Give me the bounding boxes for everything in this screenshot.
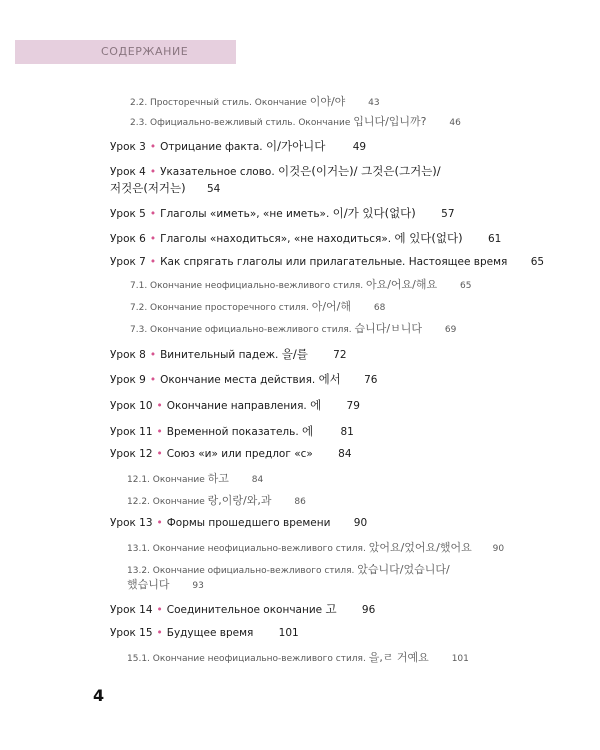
lesson-label: Урок 5 [110,208,146,220]
entry-text: Как спрягать глаголы или прилагательные. Настоящее время [160,256,508,268]
section-title: СОДЕРЖАНИЕ [101,45,189,58]
entry-text: Винительный падеж. [160,349,282,361]
toc-lesson-entry-continued[interactable] [110,180,220,196]
entry-text: 2.3. Официально-вежливый стиль. Окончание [130,118,354,128]
page-ref: 57 [441,208,455,220]
entry-text: 12.1. Окончание [127,475,208,485]
page-ref: 76 [364,374,378,386]
page-ref: 65 [460,281,472,291]
toc-subentry[interactable] [127,561,450,577]
bullet-icon: • [149,256,157,268]
bullet-icon: • [156,426,163,438]
entry-korean: 랑,이랑/와,과 [207,494,272,507]
bullet-icon: • [149,374,157,386]
toc-lesson-entry[interactable] [110,346,347,362]
toc-lesson-entry[interactable] [110,448,352,460]
page-ref: 68 [373,303,386,313]
bullet-icon: • [149,166,157,178]
entry-text: 7.1. Окончание неофициально-вежливого стиля. [130,281,366,291]
bullet-icon: • [156,604,163,616]
toc-lesson-entry[interactable] [110,163,441,179]
lesson-label: Урок 12 [110,448,153,460]
section-header [15,40,236,64]
entry-text: Окончание места действия. [160,374,319,386]
toc-lesson-entry[interactable] [110,517,367,529]
page-ref: 84 [251,475,264,485]
entry-text: Указательное слово. [160,166,279,178]
entry-korean: 저것은(저거는) [110,181,186,195]
lesson-label: Урок 9 [110,374,146,386]
entry-korean: 에 있다(없다) [394,231,463,245]
toc-lesson-entry[interactable] [110,627,299,639]
toc-lesson-entry[interactable] [110,601,375,617]
page-ref: 86 [294,497,306,507]
page-ref: 81 [340,426,354,438]
page-ref: 101 [278,627,299,639]
page-ref: 79 [346,400,360,412]
entry-text: 15.1. Окончание неофициально-вежливого стиля. [127,654,369,664]
entry-korean: 았습니다/었습니다/ [357,563,450,576]
page-number: 4 [93,686,105,705]
entry-text: Глаголы «иметь», «не иметь». [160,208,333,220]
entry-korean: 을/를 [281,347,308,361]
entry-text: Союз «и» или предлог «с» [166,448,313,460]
toc-subentry[interactable] [130,93,380,109]
entry-text: Формы прошедшего времени [166,517,331,529]
bullet-icon: • [149,141,157,153]
entry-text: 13.2. Окончание официально-вежливого стиля. [127,566,358,576]
lesson-label: Урок 11 [110,426,153,438]
lesson-label: Урок 10 [110,400,153,412]
entry-korean: 이/가아니다 [265,139,326,153]
bullet-icon: • [149,233,157,245]
entry-text: 12.2. Окончание [127,497,208,507]
entry-text: 7.3. Окончание официально-вежливого стиля. [130,325,355,335]
page-ref: 96 [361,604,376,616]
bullet-icon: • [149,349,157,361]
bullet-icon: • [156,627,163,639]
lesson-label: Урок 7 [110,256,146,268]
entry-korean: 아요/어요/해요 [365,278,438,291]
toc-subentry[interactable] [130,113,461,129]
page-ref: 54 [206,183,221,195]
toc-subentry[interactable] [127,492,306,508]
entry-text: Глаголы «находиться», «не находиться». [160,233,395,245]
entry-korean: 에 [302,424,314,438]
page-ref: 72 [333,349,347,361]
entry-korean: 이야/야 [309,95,346,108]
toc-subentry[interactable] [130,276,471,292]
page-ref: 69 [444,325,457,335]
toc-subentry[interactable] [127,539,504,555]
entry-text: 7.2. Окончание просторечного стиля. [130,303,312,313]
entry-korean: 이/가 있다(없다) [332,206,416,220]
page-ref: 90 [353,517,368,529]
lesson-label: Урок 6 [110,233,146,245]
toc-lesson-entry[interactable] [110,423,354,439]
page-ref: 49 [352,141,367,153]
entry-korean: 습니다/ㅂ니다 [354,322,422,335]
entry-korean: 고 [325,602,337,616]
bullet-icon: • [149,208,157,220]
entry-text: Временной показатель. [166,426,302,438]
entry-korean: 을,ㄹ 거예요 [368,651,429,664]
entry-text: Отрицание факта. [160,141,266,153]
toc-lesson-entry[interactable] [110,256,544,268]
bullet-icon: • [156,448,163,460]
entry-text: 2.2. Просторечный стиль. Окончание [130,98,310,108]
toc-lesson-entry[interactable] [110,397,360,413]
toc-subentry[interactable] [130,320,456,336]
lesson-label: Урок 8 [110,349,146,361]
page-ref: 43 [368,98,380,108]
toc-lesson-entry[interactable] [110,371,378,387]
entry-korean: 에 [310,398,322,412]
lesson-label: Урок 14 [110,604,153,616]
toc-lesson-entry[interactable] [110,205,455,221]
entry-korean: 했습니다 [127,578,170,591]
entry-korean: 하고 [207,472,229,485]
page-ref: 84 [338,448,352,460]
page-ref: 93 [192,581,204,591]
lesson-label: Урок 4 [110,166,146,178]
lesson-label: Урок 13 [110,517,153,529]
toc-subentry[interactable] [127,470,263,486]
toc-subentry[interactable] [130,298,385,314]
entry-text: Окончание направления. [166,400,311,412]
entry-korean: 았어요/었어요/했어요 [368,541,472,554]
toc-subentry-continued[interactable] [127,576,204,592]
page-ref: 65 [530,256,545,268]
entry-text: Соединительное окончание [166,604,326,616]
toc-lesson-entry[interactable] [110,138,366,154]
lesson-label: Урок 3 [110,141,146,153]
bullet-icon: • [156,400,163,412]
page-ref: 90 [492,544,505,554]
lesson-label: Урок 15 [110,627,153,639]
entry-text: 13.1. Окончание неофициально-вежливого стиля. [127,544,369,554]
entry-korean: 에서 [318,372,341,386]
entry-korean: 입니다/입니까? [353,115,427,128]
toc-subentry[interactable] [127,649,469,665]
page-ref: 101 [451,654,469,664]
page-ref: 46 [449,118,461,128]
bullet-icon: • [156,517,163,529]
page-ref: 61 [487,233,502,245]
entry-korean: 아/어/해 [311,300,351,313]
entry-text: Будущее время [166,627,254,639]
toc-lesson-entry[interactable] [110,230,501,246]
entry-korean: 이것은(이거는)/ 그것은(그거는)/ [278,164,441,178]
